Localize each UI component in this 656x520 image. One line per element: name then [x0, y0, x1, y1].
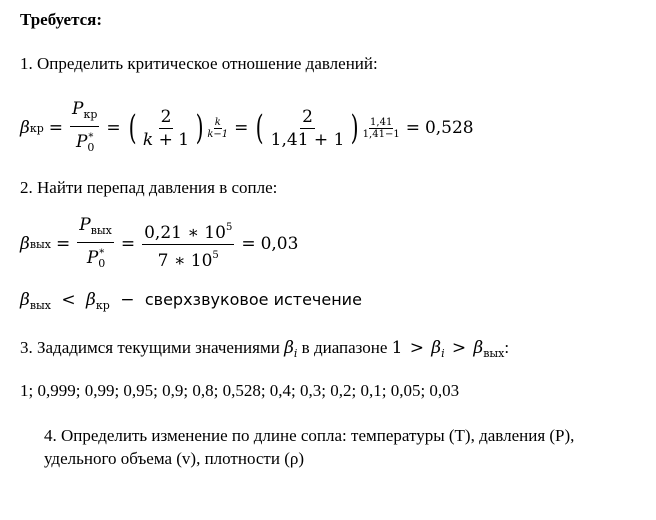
beta-i-sub: i — [293, 347, 298, 360]
beta-sub: кр — [29, 121, 44, 135]
step-3-text-mid: в диапазоне — [301, 338, 388, 357]
fraction-2-over-2-41 — [269, 107, 347, 150]
beta-symbol: β — [20, 118, 30, 138]
num-exp: 5 — [225, 221, 233, 233]
exp2-num: 1,41 — [370, 116, 393, 128]
result-0-03: 0,03 — [260, 234, 299, 254]
equals-sign-2: = — [106, 118, 121, 138]
cmp-sub-right: кр — [95, 299, 110, 312]
exp1-num: k — [214, 116, 221, 128]
frac2-num: 2 — [302, 106, 313, 127]
greater-than: > — [409, 338, 424, 358]
frac2-den: 1,41 + 1 — [270, 129, 345, 150]
dash: − — [120, 290, 135, 310]
p0-sub: 0 — [87, 140, 95, 154]
step-1-text: 1. Определить критическое отношение давлений: — [20, 54, 378, 73]
frac1-den: k + 1 — [142, 129, 190, 150]
beta-symbol-2: β — [20, 234, 30, 254]
equals-sign: = — [48, 118, 63, 138]
beta-i-symbol-2: β — [431, 338, 442, 358]
step-3-text-before: 3. Зададимся текущими значениями — [20, 338, 280, 357]
result-0-528: 0,528 — [424, 118, 474, 138]
equals-sign-6: = — [120, 234, 136, 254]
pressure-out-fraction — [77, 215, 114, 274]
step-4-line-2: удельного объема (v), плотности (ρ) — [44, 449, 305, 468]
fraction-2-over-k-plus-1 — [141, 107, 191, 150]
right-paren-2: ) — [351, 108, 360, 148]
p0-sub-2: 0 — [98, 256, 106, 270]
step-4-line-1: 4. Определить изменение по длине сопла: температуры (T), давления (P), — [44, 426, 575, 445]
left-paren-2: ( — [256, 108, 265, 148]
step-3-line — [20, 338, 509, 360]
p-num-sub: кр — [83, 107, 98, 121]
beta-out-symbol: β — [473, 338, 484, 358]
exp2-den: 1,41−1 — [362, 128, 400, 140]
exponent-1-41 — [362, 117, 401, 140]
equals-sign-5: = — [55, 234, 71, 254]
equals-sign-3: = — [234, 118, 249, 138]
pressure-ratio-fraction — [70, 99, 99, 158]
greater-than-2: > — [451, 338, 467, 358]
p-symbol: P — [72, 98, 84, 119]
range-one: 1 — [391, 338, 403, 358]
supersonic-text: сверхзвуковое истечение — [144, 290, 362, 309]
comparison-line — [20, 290, 362, 312]
beta-out-sub-2: вых — [483, 347, 505, 360]
exponent-k-over-k-minus-1 — [206, 117, 229, 140]
colon: : — [504, 338, 510, 357]
p-out-symbol: P — [79, 214, 91, 235]
formula-beta-critical — [20, 96, 474, 160]
num-value: 0,21 ∗ 10 — [144, 222, 226, 243]
equals-sign-4: = — [405, 118, 420, 138]
numeric-fraction — [142, 218, 234, 271]
less-than: < — [61, 290, 76, 310]
p0-star-2: * — [99, 247, 105, 259]
step-2-text: 2. Найти перепад давления в сопле: — [20, 178, 278, 197]
values-list: 1; 0,999; 0,99; 0,95; 0,9; 0,8; 0,528; 0,4; 0,3; 0,2; 0,1; 0,05; 0,03 — [20, 381, 460, 400]
beta-symbol-3: β — [20, 290, 30, 310]
beta-symbol-4: β — [86, 290, 96, 310]
heading: Требуется: — [20, 10, 103, 29]
p0-symbol-2: P — [86, 247, 99, 268]
den-exp: 5 — [212, 249, 219, 261]
den-value: 7 ∗ 10 — [157, 250, 213, 271]
left-paren: ( — [128, 108, 137, 148]
beta-out-sub: вых — [29, 237, 51, 251]
beta-i-symbol: β — [284, 338, 294, 358]
exp1-den: k−1 — [207, 128, 229, 140]
p0-symbol: P — [75, 131, 88, 152]
equals-sign-7: = — [241, 234, 256, 254]
cmp-sub-left: вых — [29, 299, 51, 312]
frac1-num: 2 — [160, 106, 172, 127]
p-out-sub: вых — [90, 223, 112, 237]
right-paren: ) — [195, 108, 204, 148]
formula-beta-out — [20, 214, 299, 271]
beta-i-sub-2: i — [441, 347, 445, 360]
p0-star: * — [88, 131, 94, 143]
